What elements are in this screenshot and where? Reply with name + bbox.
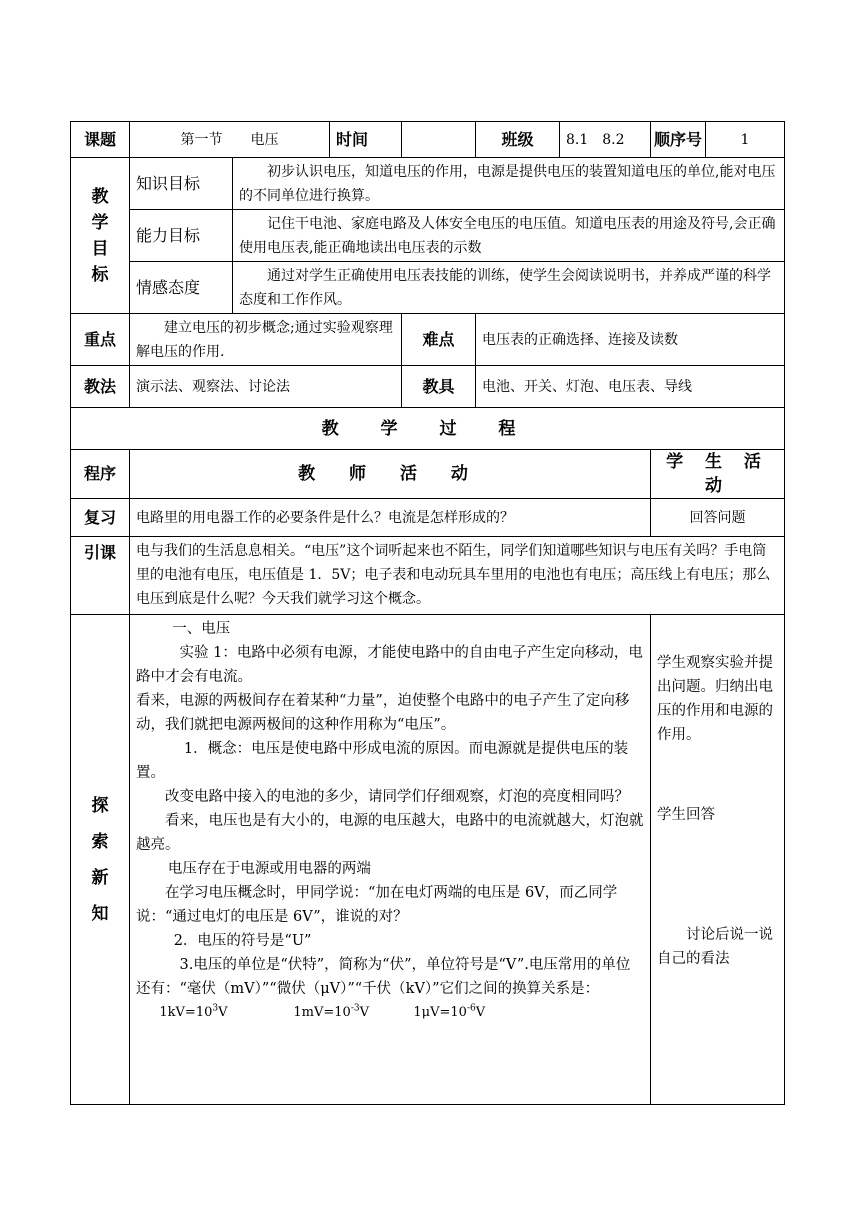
method-text: 演示法、观察法、讨论法 [130,366,402,408]
voltage-units: 3.电压的单位是“伏特”，简称为“伏”，单位符号是“V”.电压常用的单位还有：“毫伏（mV）”“微伏（μV）”“千伏（kV）”它们之间的换算关系是： [136,957,631,997]
explore-teacher [130,615,651,1105]
review-label: 复习 [71,499,130,537]
voltage-magnitude: 看来，电压也是有大小的，电源的电压越大，电路中的电流就越大，灯泡就越亮。 [136,813,644,853]
emotion-label: 情感态度 [130,262,233,314]
keypoints-row [71,314,785,366]
voltage-symbol: 2．电压的符号是“U” [173,933,312,949]
method-label: 教法 [71,366,130,408]
methods-row [71,366,785,408]
change-batteries: 改变电路中接入的电池的多少，请同学们仔细观察，灯泡的亮度相同吗？ [165,789,629,805]
explore-student [651,615,785,1105]
time-value [402,122,476,158]
explore-label-char: 知 [91,903,109,924]
formula-uv: $1\mu V=10^{-6}V$ [413,1003,486,1020]
review-row [71,499,785,537]
process-title: 教 学 过 程 [71,408,785,450]
topic-label: 课题 [71,122,130,158]
col-teacher: 教 师 活 动 [130,450,651,499]
goals-label-char: 目 [91,238,109,259]
formula-mv: $1mV=10^{-3}V$ [293,1003,369,1020]
tools-label: 教具 [402,366,476,408]
review-teacher: 电路里的用电器工作的必要条件是什么？电流是怎样形成的？ [130,499,651,537]
goals-label-char: 标 [91,264,109,285]
ability-label: 能力目标 [130,210,233,262]
goal-knowledge-row [71,158,785,210]
tools-text: 电池、开关、灯泡、电压表、导线 [476,366,785,408]
section-title: 一、电压 [172,621,231,637]
goal-ability-row [71,210,785,262]
explore-label-char: 新 [91,867,109,888]
knowledge-label: 知识目标 [130,158,233,210]
difficulty-label: 难点 [402,314,476,366]
goals-label-char: 教 [91,186,109,207]
intro-label: 引课 [71,537,130,615]
class-label: 班级 [476,122,560,158]
time-label: 时间 [330,122,402,158]
explore-label [71,615,130,1105]
experiment-1: 实验 1：电路中必须有电源，才能使电路中的自由电子产生定向移动，电路中才会有电流。 [136,645,643,685]
paragraph-power: 看来，电源的两极间存在着某种“力量”，迫使整个电路中的电子产生了定向移动，我们就把电源两极间的这种作用称为“电压”。 [136,693,630,733]
order-label: 顺序号 [651,122,706,158]
key-label: 重点 [71,314,130,366]
topic-value: 第一节 电压 [130,122,330,158]
process-title-row [71,408,785,450]
student-observe: 学生观察实验并提出问题。归纳出电压的作用和电源的作用。 [657,655,773,743]
student-discuss: 讨论后说一说自己的看法 [657,927,773,967]
emotion-text: 通过对学生正确使用电压表技能的训练，使学生会阅读说明书，并养成严谨的科学态度和工作作风。 [233,262,785,314]
formula-kv: $1kV=10^3V$ [159,1003,228,1020]
ability-text: 记住干电池、家庭电路及人体安全电压的电压值。知道电压表的用途及符号,会正确使用电压表,能正确地读出电压表的示数 [233,210,785,262]
explore-row [71,615,785,1105]
voltage-question: 在学习电压概念时，甲同学说：“加在电灯两端的电压是 6V，而乙同学说：“通过电灯的电压是 6V”，谁说的对？ [136,885,618,925]
order-value: 1 [706,122,785,158]
lesson-plan-table [70,121,785,1105]
goals-label-char: 学 [91,212,109,233]
header-row [71,122,785,158]
process-header-row [71,450,785,499]
explore-label-char: 索 [91,831,109,852]
concept: 1．概念：电压是使电路中形成电流的原因。而电源就是提供电压的装置。 [136,741,629,781]
key-text: 建立电压的初步概念;通过实验观察理解电压的作用. [130,314,402,366]
voltage-exists: 电压存在于电源或用电器的两端 [167,861,371,877]
difficulty-text: 电压表的正确选择、连接及读数 [476,314,785,366]
class-value: 8.1 8.2 [560,122,651,158]
col-step: 程序 [71,450,130,499]
intro-teacher: 电与我们的生活息息相关。“电压”这个词听起来也不陌生，同学们知道哪些知识与电压有关吗？手电筒里的电池有电压，电压值是 1．5V；电子表和电动玩具车里用的电池也有电压；高压线上有电压；那么电压到底是什么呢？今天我们就学习这个概念。 [130,537,785,615]
explore-label-char: 探 [91,795,109,816]
col-student: 学 生 活 动 [651,450,785,499]
goal-emotion-row [71,262,785,314]
unit-conversions [136,1001,644,1025]
student-answer: 学生回答 [657,807,715,823]
review-student: 回答问题 [651,499,785,537]
intro-row [71,537,785,615]
knowledge-text: 初步认识电压，知道电压的作用，电源是提供电压的装置知道电压的单位,能对电压的不同单位进行换算。 [233,158,785,210]
goals-label [71,158,130,314]
